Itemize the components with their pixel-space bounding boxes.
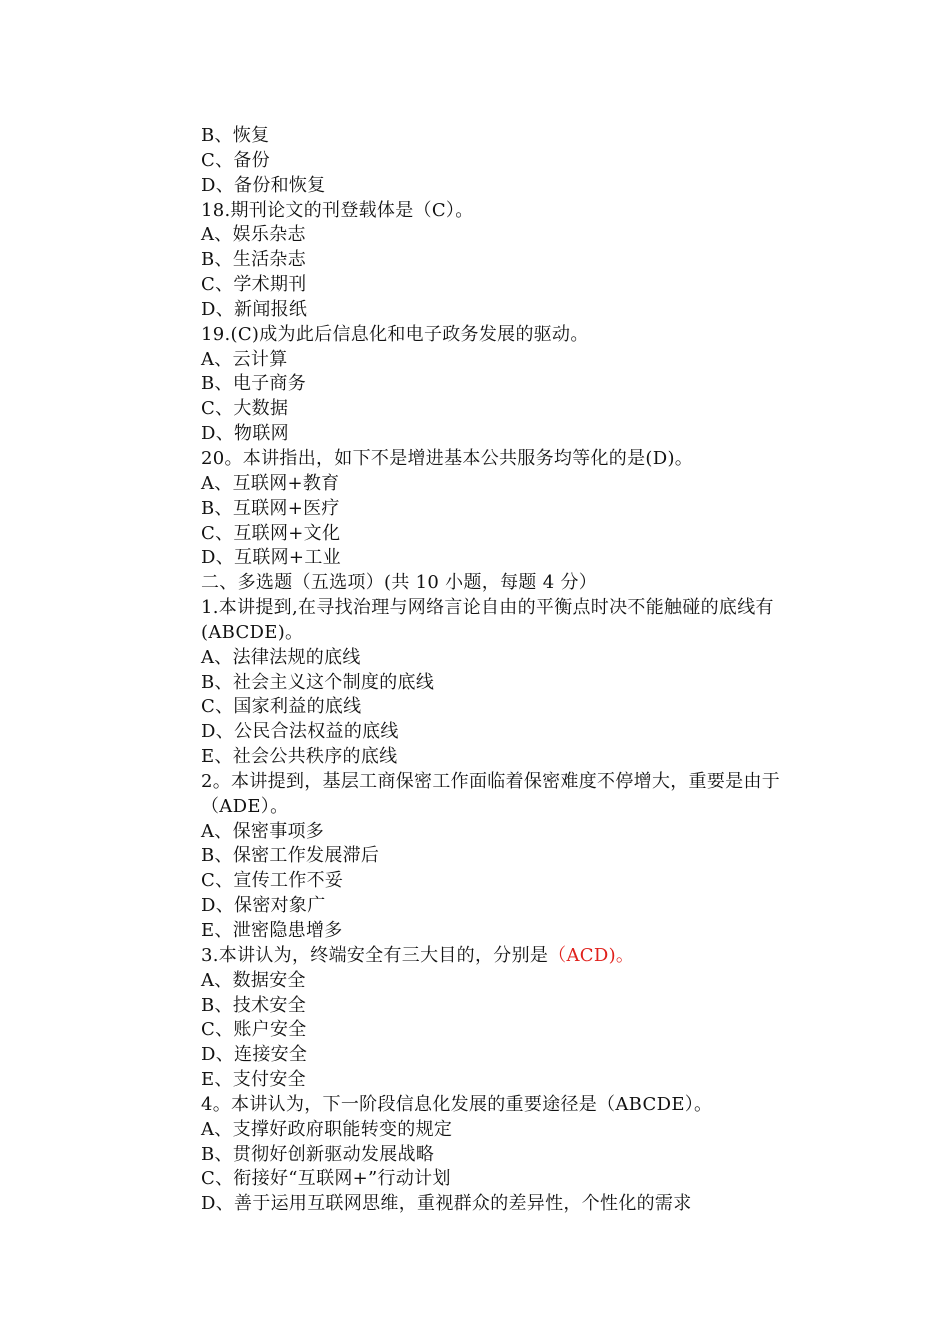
- option-line: B、电子商务: [201, 373, 307, 395]
- question-line: 18.期刊论文的刊登载体是（C）。: [201, 199, 474, 221]
- option-line: A、保密事项多: [201, 820, 325, 842]
- option-line: A、互联网+教育: [201, 472, 340, 494]
- option-line: B、贯彻好创新驱动发展战略: [201, 1143, 435, 1165]
- option-line: D、备份和恢复: [201, 174, 326, 196]
- document-body: [201, 124, 821, 1217]
- option-line: D、善于运用互联网思维，重视群众的差异性，个性化的需求: [201, 1193, 692, 1215]
- question-line: 1.本讲提到,在寻找治理与网络言论自由的平衡点时决不能触碰的底线有: [201, 597, 774, 619]
- option-line: B、保密工作发展滞后: [201, 845, 380, 867]
- option-line: A、法律法规的底线: [201, 646, 361, 668]
- option-line: D、新闻报纸: [201, 298, 308, 320]
- question-line: 20。本讲指出，如下不是增进基本公共服务均等化的是(D)。: [201, 447, 694, 469]
- option-line: D、物联网: [201, 423, 289, 445]
- option-line: C、账户安全: [201, 1019, 307, 1041]
- option-line: D、保密对象广: [201, 895, 326, 917]
- question-line: 4。本讲认为，下一阶段信息化发展的重要途径是（ABCDE）。: [201, 1093, 713, 1115]
- question-line: [201, 944, 821, 969]
- option-line: B、恢复: [201, 125, 270, 146]
- option-line: E、泄密隐患增多: [201, 920, 343, 941]
- option-line: D、互联网+工业: [201, 547, 341, 569]
- option-line: B、社会主义这个制度的底线: [201, 671, 435, 693]
- question-line: 19.(C)成为此后信息化和电子政务发展的驱动。: [201, 323, 589, 345]
- option-line: A、数据安全: [201, 969, 306, 991]
- answer-highlight: （ACD)。: [548, 944, 635, 966]
- option-line: E、支付安全: [201, 1069, 306, 1091]
- question-continuation: （ADE）。: [201, 795, 289, 817]
- option-line: D、公民合法权益的底线: [201, 721, 399, 743]
- option-line: B、技术安全: [201, 994, 307, 1016]
- option-line: C、衔接好“互联网+”行动计划: [201, 1168, 451, 1190]
- option-line: C、国家利益的底线: [201, 696, 362, 718]
- option-line: E、社会公共秩序的底线: [201, 746, 398, 768]
- section-heading: 二、多选题（五选项）(共 10 小题，每题 4 分）: [201, 572, 598, 594]
- option-line: B、互联网+医疗: [201, 497, 340, 519]
- option-line: A、云计算: [201, 348, 288, 370]
- option-line: C、大数据: [201, 398, 289, 420]
- option-line: A、娱乐杂志: [201, 224, 306, 246]
- option-line: C、互联网+文化: [201, 522, 341, 544]
- option-line: C、学术期刊: [201, 274, 307, 296]
- option-line: B、生活杂志: [201, 249, 307, 271]
- question-text: 3.本讲认为，终端安全有三大目的，分别是: [201, 944, 549, 966]
- option-line: C、备份: [201, 149, 270, 171]
- option-line: A、支撑好政府职能转变的规定: [201, 1118, 453, 1140]
- question-continuation: (ABCDE)。: [201, 621, 304, 643]
- option-line: D、连接安全: [201, 1044, 308, 1066]
- option-line: C、宣传工作不妥: [201, 870, 344, 892]
- question-line: 2。本讲提到，基层工商保密工作面临着保密难度不停增大，重要是由于: [201, 770, 781, 792]
